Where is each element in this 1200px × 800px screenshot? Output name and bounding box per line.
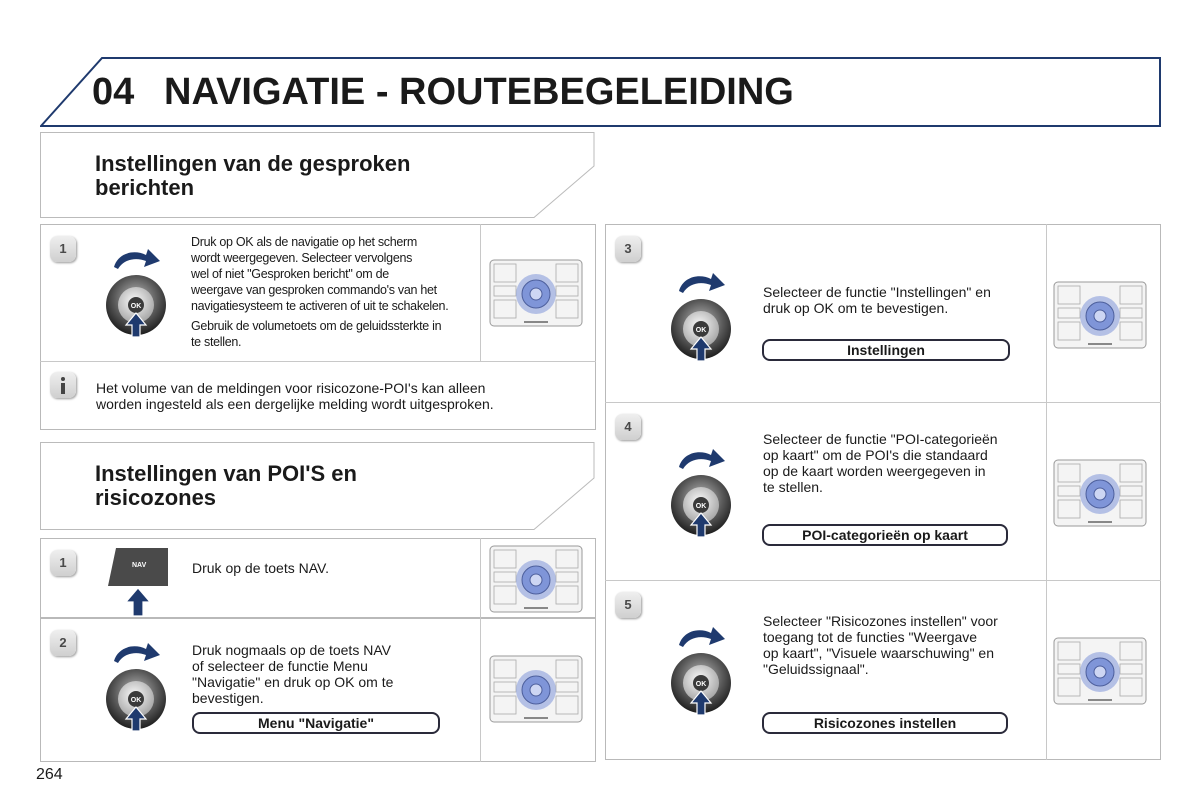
poi-step-2-line-4: bevestigen. <box>192 690 264 706</box>
step-badge: 2 <box>50 630 76 656</box>
control-panel-thumbnail <box>1052 276 1148 354</box>
step-badge: 1 <box>50 550 76 576</box>
ok-dial-icon <box>104 634 168 738</box>
step-3-line-1: Selecteer de functie "Instellingen" en <box>763 284 991 300</box>
nav-key-icon <box>106 546 170 618</box>
step-4-line-1: Selecteer de functie "POI-categorieën <box>763 431 998 447</box>
step-5-line-4: "Geluidssignaal". <box>763 661 869 677</box>
poi-step-1-text: Druk op de toets NAV. <box>192 560 329 576</box>
ok-dial-icon <box>669 440 733 544</box>
ok-dial-icon <box>104 240 168 344</box>
voice-step-1-line-3: wel of niet "Gesproken bericht" om de <box>191 267 389 281</box>
chapter-header <box>40 56 1162 128</box>
voice-step-1-line-1: Druk op OK als de navigatie op het scherm <box>191 235 418 249</box>
control-panel-thumbnail <box>1052 632 1148 710</box>
risicozones-instellen-button[interactable]: Risicozones instellen <box>762 712 1008 734</box>
instellingen-button[interactable]: Instellingen <box>762 339 1010 361</box>
poi-step-2-line-1: Druk nogmaals op de toets NAV <box>192 642 391 658</box>
step-5-line-2: toegang tot de functies "Weergave <box>763 629 978 645</box>
step-5-line-3: op kaart", "Visuele waarschuwing" en <box>763 645 994 661</box>
ok-dial-icon <box>669 264 733 368</box>
voice-step-1-line-4: weergave van gesproken commando's van het <box>191 283 437 297</box>
step-3-line-2: druk op OK om te bevestigen. <box>763 300 949 316</box>
step-4-line-3: op de kaart worden weergegeven in <box>763 463 986 479</box>
chapter-title: NAVIGATIE - ROUTEBEGELEIDING <box>164 71 794 113</box>
info-icon <box>50 372 76 398</box>
voice-step-1-line-6: Gebruik de volumetoets om de geluidssterkte in <box>191 319 442 333</box>
section-voice-title-2: berichten <box>95 175 195 200</box>
step-badge: 4 <box>615 414 641 440</box>
step-4-line-2: op kaart" om de POI's die standaard <box>763 447 988 463</box>
control-panel-thumbnail <box>488 540 584 618</box>
nav-key-label: NAV <box>132 562 147 569</box>
info-line-2: worden ingesteld als een dergelijke melding wordt uitgesproken. <box>96 396 494 412</box>
step-badge: 3 <box>615 236 641 262</box>
step-badge: 1 <box>50 236 76 262</box>
control-panel-thumbnail <box>488 650 584 728</box>
info-line-1: Het volume van de meldingen voor risicozone-POI's kan alleen <box>96 380 486 396</box>
voice-step-1-line-7: te stellen. <box>191 335 242 349</box>
section-voice-header <box>40 132 596 218</box>
chapter-number: 04 <box>92 71 135 113</box>
poi-step-2-line-2: of selecteer de functie Menu <box>192 658 368 674</box>
poi-step-2-line-3: "Navigatie" en druk op OK om te <box>192 674 394 690</box>
step-5-line-1: Selecteer "Risicozones instellen" voor <box>763 613 998 629</box>
section-poi-title-1: Instellingen van POI'S en <box>95 461 357 486</box>
section-poi-title-2: risicozones <box>95 485 217 510</box>
section-voice-title-1: Instellingen van de gesproken <box>95 151 411 176</box>
control-panel-thumbnail <box>1052 454 1148 532</box>
page-number: 264 <box>36 766 63 783</box>
menu-navigatie-button[interactable]: Menu "Navigatie" <box>192 712 440 734</box>
poi-categorieen-button[interactable]: POI-categorieën op kaart <box>762 524 1008 546</box>
section-poi-header <box>40 442 596 530</box>
voice-step-1-line-2: wordt weergegeven. Selecteer vervolgens <box>191 251 413 265</box>
step-4-line-4: te stellen. <box>763 479 823 495</box>
voice-step-1-line-5: navigatiesysteem te activeren of uit te schakelen. <box>191 299 449 313</box>
ok-dial-icon <box>669 618 733 722</box>
control-panel-thumbnail <box>488 254 584 332</box>
step-badge: 5 <box>615 592 641 618</box>
